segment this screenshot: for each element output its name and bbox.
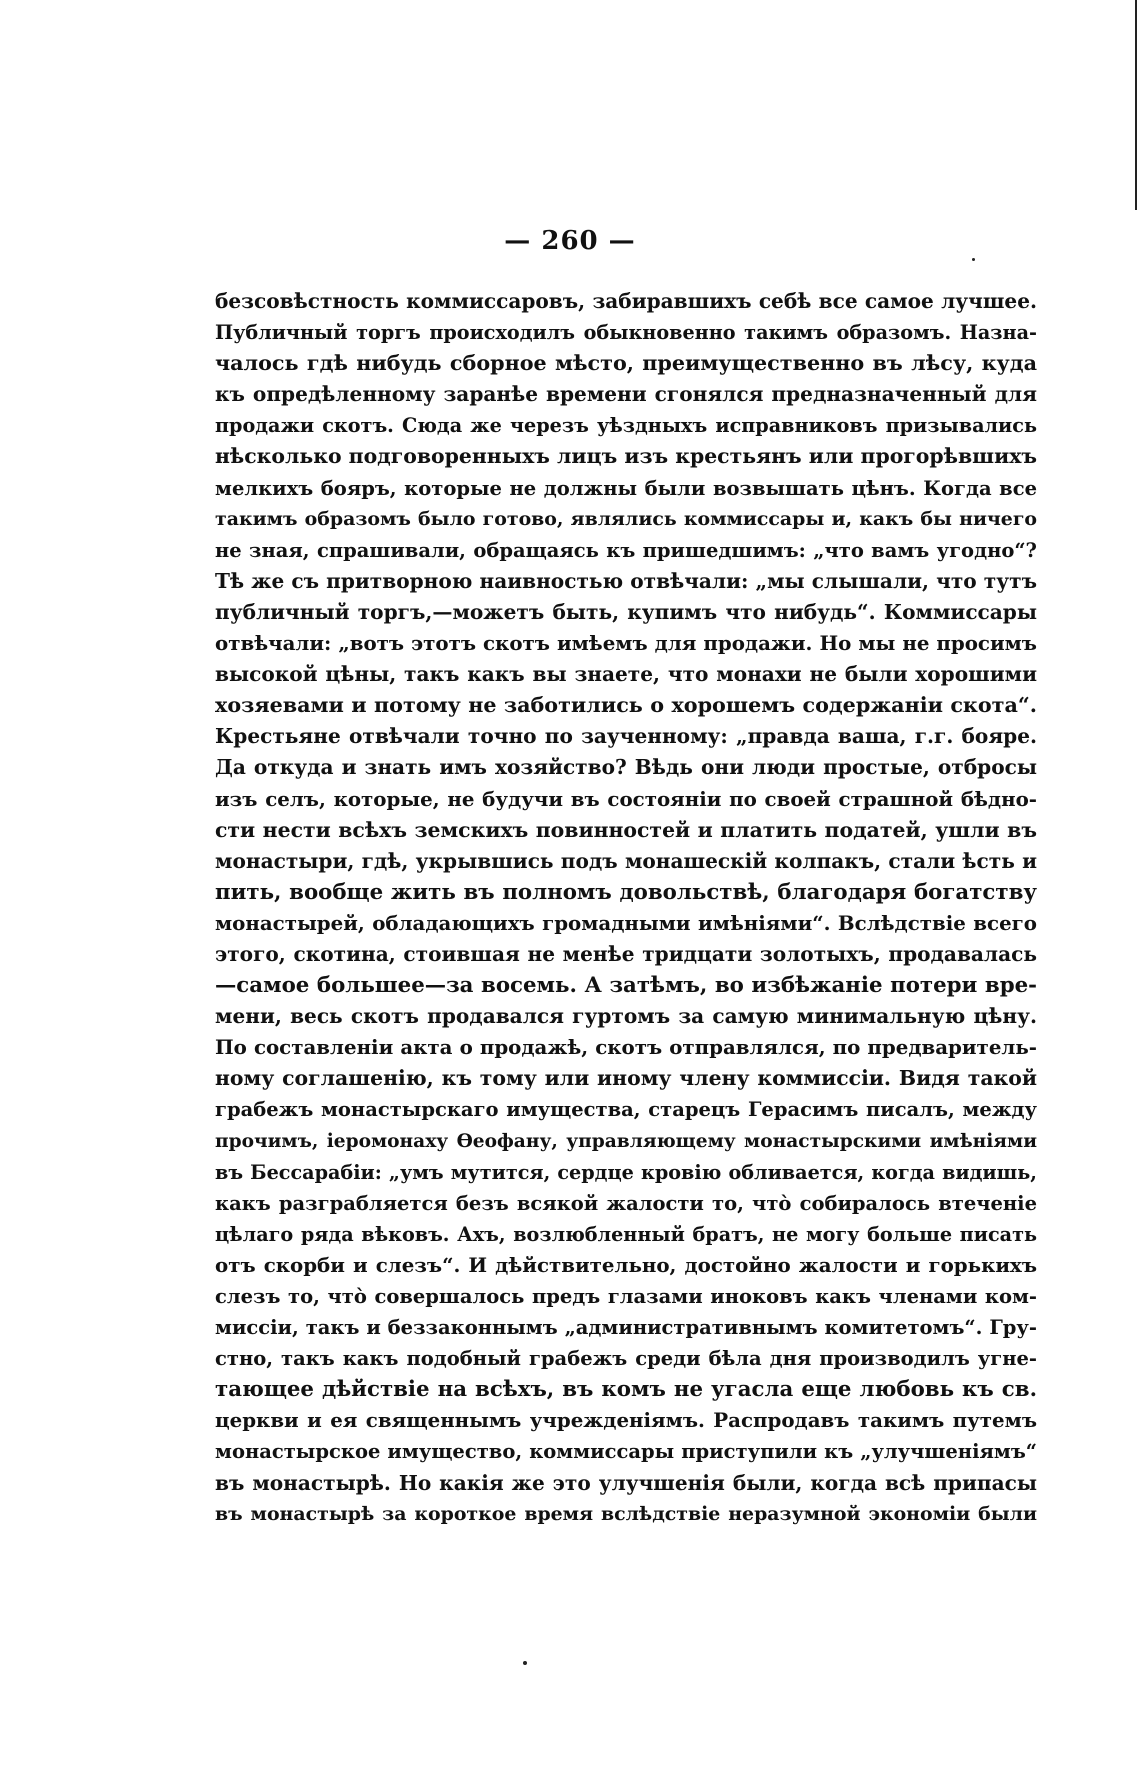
text-line: церкви и ея священнымъ учрежденіямъ. Распродавъ такимъ путемъ — [215, 1408, 1037, 1433]
text-line: къ опредѣленному заранѣе времени сгонялся предназначенный для — [215, 382, 1037, 407]
text-line: По составленіи акта о продажѣ, скотъ отправлялся, по предваритель- — [215, 1035, 1037, 1060]
page-number: — 260 — — [504, 226, 636, 256]
text-line: тающее дѣйствіе на всѣхъ, въ комъ не угасла еще любовь къ св. — [215, 1377, 1037, 1403]
text-line: отвѣчали: „вотъ этотъ скотъ имѣемъ для продажи. Но мы не просимъ — [215, 631, 1037, 656]
text-line: безсовѣстность коммиссаровъ, забиравшихъ себѣ все самое лучшее. — [215, 289, 1037, 313]
text-line: изъ селъ, которые, не будучи въ состояніи по своей страшной бѣдно- — [215, 786, 1037, 811]
text-line: хозяевами и потому не заботились о хорошемъ содержаніи скота“. — [215, 693, 1037, 718]
text-line: слезъ то, что̀ совершалось предъ глазами иноковъ какъ членами ком- — [215, 1285, 1037, 1308]
ink-speck — [972, 258, 975, 261]
text-line: въ монастырѣ. Но какія же это улучшенія были, когда всѣ припасы — [215, 1470, 1037, 1495]
text-line: Тѣ же съ притворною наивностью отвѣчали: „мы слышали, что тутъ — [215, 568, 1037, 593]
text-line: нѣсколько подговоренныхъ лицъ изъ крестьянъ или прогорѣвшихъ — [215, 444, 1037, 469]
text-line: Да откуда и знать имъ хозяйство? Вѣдь они люди простые, отбросы — [215, 755, 1037, 780]
text-line: —самое большее—за восемь. А затѣмъ, во избѣжаніе потери вре- — [215, 973, 1037, 999]
text-line: въ Бессарабіи: „умъ мутится, сердце кровію обливается, когда видишь, — [215, 1160, 1037, 1184]
text-line: стно, такъ какъ подобный грабежъ среди бѣла дня производилъ угне- — [215, 1347, 1037, 1371]
text-line: прочимъ, іеромонаху Ѳеофану, управляющему монастырскими имѣніями — [215, 1130, 1037, 1152]
text-line: этого, скотина, стоившая не менѣе тридцати золотыхъ, продавалась — [215, 941, 1037, 966]
text-line: мелкихъ бояръ, которые не должны были возвышать цѣнъ. Когда все — [215, 476, 1037, 500]
text-line: не зная, спрашивали, обращаясь къ пришедшимъ: „что вамъ угодно“? — [215, 538, 1037, 562]
text-line: продажи скотъ. Сюда же черезъ уѣздныхъ исправниковъ призывались — [215, 414, 1037, 438]
text-line: грабежъ монастырскаго имущества, старецъ Герасимъ писалъ, между — [215, 1098, 1037, 1122]
text-line: Публичный торгъ происходилъ обыкновенно такимъ образомъ. Назна- — [215, 321, 1037, 345]
page-edge-line — [1135, 0, 1137, 210]
text-line: пить, вообще жить въ полномъ довольствѣ, благодаря богатству — [215, 879, 1037, 905]
text-line: мени, весь скотъ продавался гуртомъ за самую минимальную цѣну. — [215, 1004, 1037, 1029]
text-line: монастыри, гдѣ, укрывшись подъ монашескій колпакъ, стали ѣсть и — [215, 848, 1037, 873]
text-line: Крестьяне отвѣчали точно по заученному: „правда ваша, г.г. бояре. — [215, 724, 1037, 749]
text-line: такимъ образомъ было готово, являлись коммиссары и, какъ бы ничего — [215, 507, 1037, 530]
body-text — [215, 286, 1037, 1530]
text-line: ному соглашенію, къ тому или иному члену коммиссіи. Видя такой — [215, 1066, 1037, 1091]
text-line: сти нести всѣхъ земскихъ повинностей и платить податей, ушли въ — [215, 817, 1037, 842]
text-line: въ монастырѣ за короткое время вслѣдствіе неразумной экономіи были — [215, 1502, 1037, 1525]
text-line: миссіи, такъ и беззаконнымъ „административнымъ комитетомъ“. Гру- — [215, 1316, 1037, 1340]
text-line: цѣлаго ряда вѣковъ. Ахъ, возлюбленный братъ, не могу больше писать — [215, 1222, 1037, 1246]
text-line: публичный торгъ,—можетъ быть, купимъ что нибудь“. Коммиссары — [215, 599, 1037, 624]
ink-speck — [523, 1661, 527, 1665]
text-line: какъ разграбляется безъ всякой жалости то, что̀ собиралось втеченіе — [215, 1191, 1037, 1215]
text-line: отъ скорби и слезъ“. И дѣйствительно, достойно жалости и горькихъ — [215, 1252, 1037, 1277]
text-line: монастырей, обладающихъ громадными имѣніями“. Вслѣдствіе всего — [215, 910, 1037, 935]
text-line: монастырское имущество, коммиссары приступили къ „улучшеніямъ“ — [215, 1440, 1037, 1464]
text-line: чалось гдѣ нибудь сборное мѣсто, преимущественно въ лѣсу, куда — [215, 351, 1037, 376]
text-line: высокой цѣны, такъ какъ вы знаете, что монахи не были хорошими — [215, 662, 1037, 687]
